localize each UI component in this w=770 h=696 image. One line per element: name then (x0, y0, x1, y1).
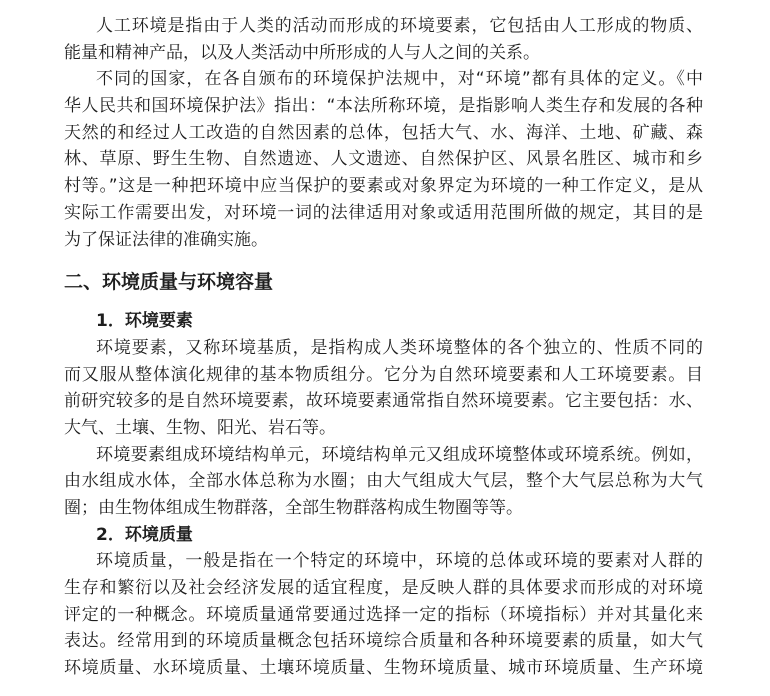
text-line: 实际工作需要出发，对环境一词的法律适用对象或适用范围所做的规定，其目的是 (64, 202, 703, 223)
text-line: 村等。”这是一种把环境中应当保护的要素或对象界定为环境的一种工作定义，是从 (64, 176, 703, 197)
text-line: 大气、土壤、生物、阳光、岩石等。 (64, 417, 336, 438)
text-line: 环境要素组成环境结构单元，环境结构单元又组成环境整体或环境系统。例如， (96, 444, 703, 465)
text-line: 由水组成水体，全部水体总称为水圈；由大气组成大气层，整个大气层总称为大气 (64, 471, 703, 492)
subsection-heading: 1．环境要素 (96, 311, 193, 332)
text-line: 环境要素，又称环境基质，是指构成人类环境整体的各个独立的、性质不同的 (96, 337, 703, 358)
text-line: 为了保证法律的准确实施。 (64, 229, 268, 250)
text-line: 华人民共和国环境保护法》指出：“本法所称环境，是指影响人类生存和发展的各种 (64, 96, 703, 117)
text-line: 能量和精神产品，以及人类活动中所形成的人与人之间的关系。 (64, 42, 540, 63)
text-line: 而又服从整体演化规律的基本物质组分。它分为自然环境要素和人工环境要素。目 (64, 364, 703, 385)
section-heading: 二、环境质量与环境容量 (64, 271, 274, 294)
text-line: 前研究较多的是自然环境要素，故环境要素通常指自然环境要素。它主要包括：水、 (64, 391, 703, 412)
text-line: 评定的一种概念。环境质量通常要通过选择一定的指标（环境指标）并对其量化来 (64, 604, 703, 625)
paragraph (64, 335, 703, 442)
paragraph (64, 442, 703, 522)
text-line: 表达。经常用到的环境质量概念包括环境综合质量和各种环境要素的质量，如大气 (64, 631, 703, 652)
paragraph (64, 548, 703, 681)
document-body (64, 13, 703, 682)
paragraph (64, 13, 703, 66)
subsection-heading: 2．环境质量 (96, 524, 193, 545)
text-line: 环境质量，一般是指在一个特定的环境中，环境的总体或环境的要素对人群的 (96, 551, 703, 572)
text-line: 不同的国家，在各自颁布的环境保护法规中，对“环境”都有具体的定义。《中 (96, 69, 703, 90)
text-line: 林、草原、野生生物、自然遗迹、人文遗迹、自然保护区、风景名胜区、城市和乡 (64, 149, 703, 170)
text-line: 环境质量、水环境质量、土壤环境质量、生物环境质量、城市环境质量、生产环境 (64, 658, 703, 679)
paragraph (64, 66, 703, 253)
text-line: 生存和繁衍以及社会经济发展的适宜程度，是反映人群的具体要求而形成的对环境 (64, 578, 703, 599)
text-line: 圈；由生物体组成生物群落，全部生物群落构成生物圈等等。 (64, 498, 523, 518)
text-line: 人工环境是指由于人类的活动而形成的环境要素，它包括由人工形成的物质、 (96, 16, 703, 36)
text-line: 天然的和经过人工改造的自然因素的总体，包括大气、水、海洋、土地、矿藏、森 (64, 122, 703, 143)
